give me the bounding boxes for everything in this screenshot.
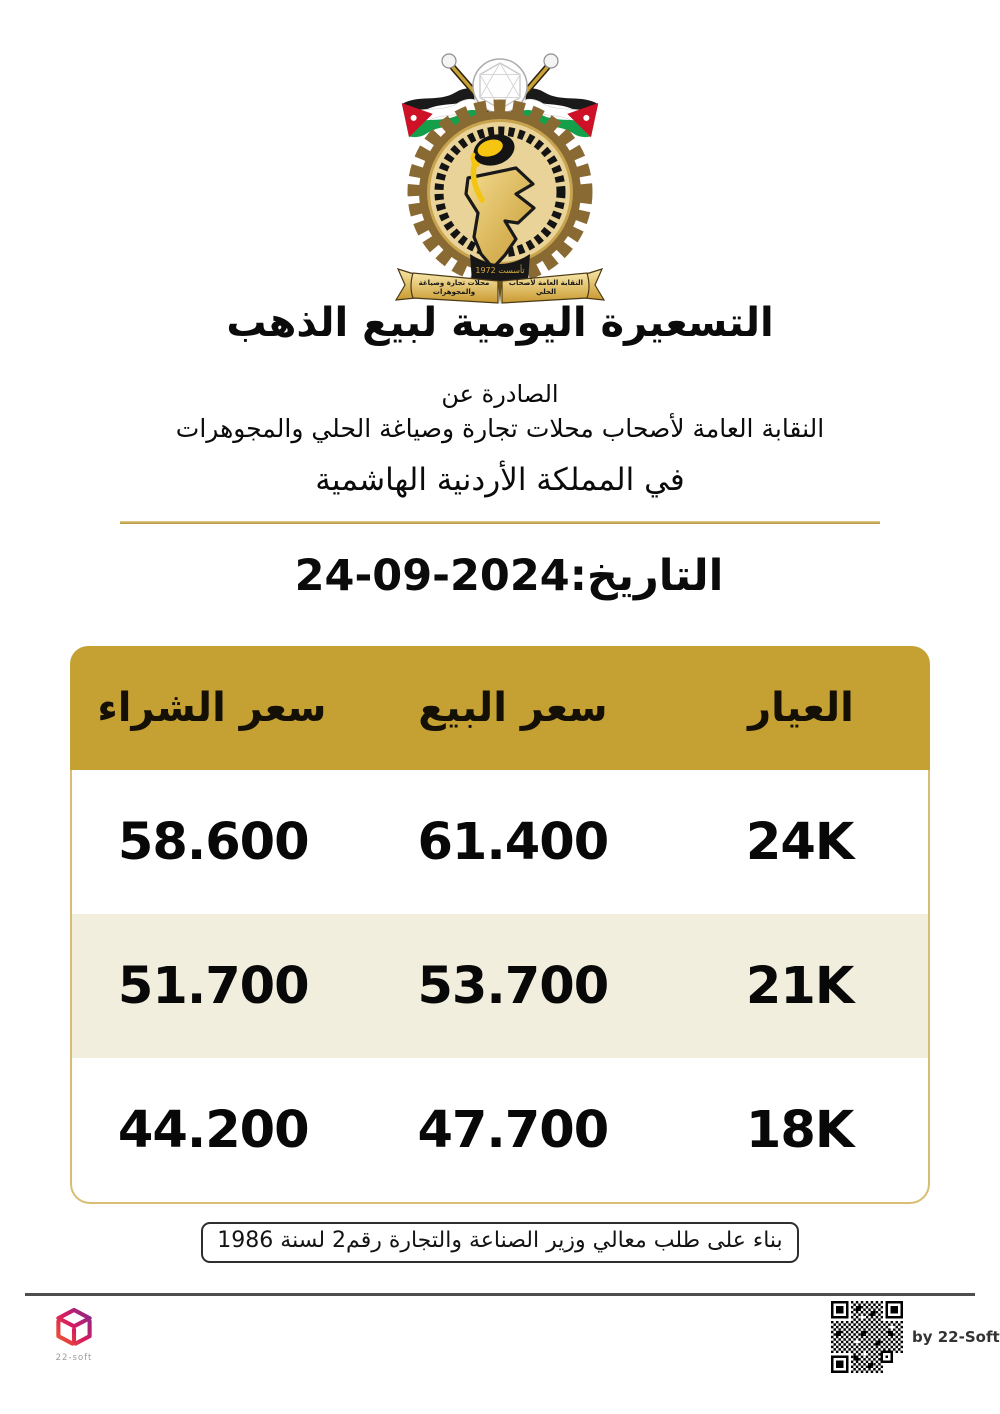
syndicate-emblem — [389, 42, 611, 304]
page-title: التسعيرة اليومية لبيع الذهب — [226, 300, 774, 346]
issued-by-text: الصادرة عن — [441, 380, 559, 408]
cube-logo-icon — [50, 1305, 98, 1351]
sell-price-cell: 47.700 — [417, 1100, 609, 1160]
ribbon-left-line1: محلات تجارة وصياغة — [418, 279, 490, 287]
credit-text: by 22-Soft — [912, 1328, 1000, 1346]
qr-code-icon — [831, 1301, 903, 1373]
22soft-brand — [48, 1305, 100, 1363]
date-value: 24-09-2024 — [294, 551, 570, 601]
legal-note: بناء على طلب معالي وزير الصناعة والتجارة رقم2 لسنة 1986 — [201, 1222, 798, 1263]
karat-cell: 18K — [745, 1100, 854, 1160]
karat-cell: 21K — [745, 956, 854, 1016]
brand-label: 22-soft — [55, 1353, 93, 1363]
date-line — [0, 551, 1000, 601]
table-body — [70, 770, 930, 1204]
sell-price-cell: 61.400 — [417, 812, 609, 872]
ribbon-left-line2: والمجوهرات — [432, 288, 476, 296]
karat-cell: 24K — [745, 812, 854, 872]
qr-credit-area — [831, 1301, 1000, 1373]
legal-note-wrap — [0, 1222, 1000, 1263]
organization-name: النقابة العامة لأصحاب محلات تجارة وصياغة الحلي والمجوهرات — [175, 414, 825, 443]
footer-divider — [25, 1293, 975, 1296]
ribbon-right-line2: الحلي — [535, 288, 557, 296]
col-header-sell-price: سعر البيع — [418, 685, 608, 731]
date-label: التاريخ: — [569, 551, 724, 601]
gold-divider — [120, 521, 880, 524]
buy-price-cell: 51.700 — [117, 956, 309, 1016]
location-text: في المملكة الأردنية الهاشمية — [315, 462, 685, 498]
gold-price-table — [70, 646, 930, 1204]
table-header-row — [70, 646, 930, 770]
col-header-buy-price: سعر الشراء — [97, 685, 327, 731]
established-text: تأسست 1972 — [475, 266, 525, 275]
col-header-karat: العيار — [748, 685, 854, 731]
buy-price-cell: 44.200 — [117, 1100, 309, 1160]
table-row-18k — [72, 1058, 928, 1202]
ribbon-right-line1: النقابة العامة لأصحاب — [508, 279, 584, 287]
sell-price-cell: 53.700 — [417, 956, 609, 1016]
table-row-24k — [72, 770, 928, 914]
table-row-21k — [72, 914, 928, 1058]
buy-price-cell: 58.600 — [117, 812, 309, 872]
